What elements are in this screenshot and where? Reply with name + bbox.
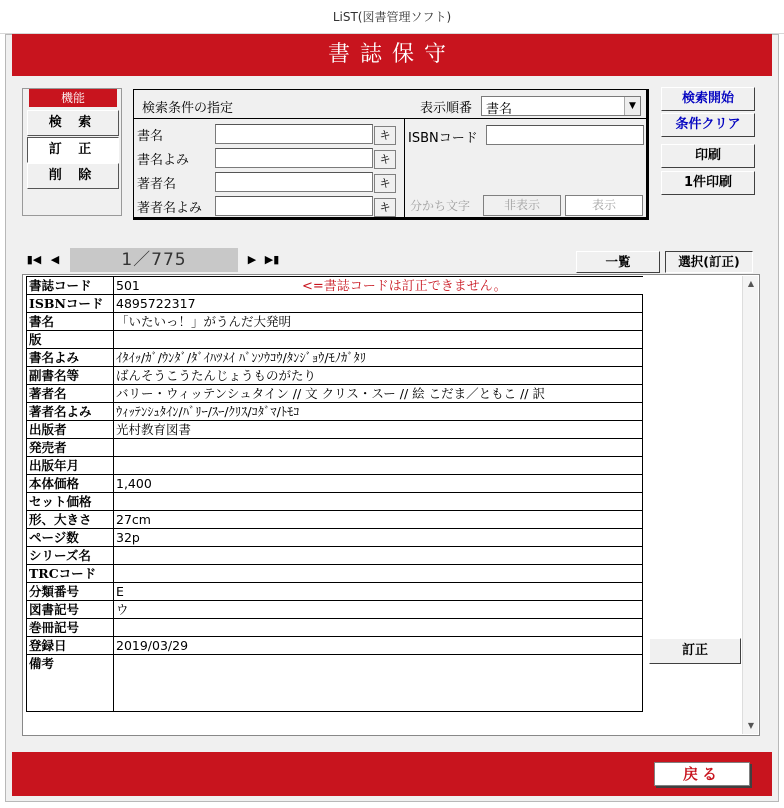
field-label: セット価格 — [27, 493, 114, 511]
field-label: 分類番号 — [27, 583, 114, 601]
table-row — [27, 601, 643, 619]
table-row — [27, 295, 643, 313]
first-record-icon[interactable]: ▮◀ — [26, 253, 42, 266]
title-search-input[interactable] — [215, 124, 373, 144]
field-label: 本体価格 — [27, 475, 114, 493]
field-label: 書誌コード — [27, 277, 114, 295]
previous-record-icon[interactable]: ◀ — [50, 253, 60, 266]
author-reading-search-input[interactable] — [215, 196, 373, 216]
scroll-down-icon[interactable]: ▼ — [747, 721, 755, 730]
table-row — [27, 457, 643, 475]
separator-label: 分かち文字 — [410, 199, 471, 213]
table-row — [27, 403, 643, 421]
author-field-label: 著者名 — [137, 177, 177, 192]
field-value[interactable]: E — [114, 583, 643, 601]
field-value[interactable]: ｳｨｯﾃﾝｼｭﾀｲﾝ/ﾊﾞﾘｰ/ｽｰ/ｸﾘｽ/ｺﾀﾞﾏ/ﾄﾓｺ — [114, 403, 643, 421]
hide-separator-button[interactable]: 非表示 — [483, 195, 561, 216]
code-not-editable-note: <=書誌コードは訂正できません。 — [302, 279, 507, 294]
field-value[interactable]: ｲﾀｲｯ/ｶﾞ/ｳﾝﾀﾞ/ﾀﾞｲﾊﾂﾒｲ ﾊﾞﾝｿｳｺｳ/ﾀﾝｼﾞｮｳ/ﾓﾉｶﾞﾀﾘ — [114, 349, 643, 367]
record-position: 1／775 — [70, 248, 238, 272]
field-value[interactable]: バリー・ウィッテンシュタイン // 文 クリス・スー // 絵 こだま／ともこ // 訳 — [114, 385, 643, 403]
field-value[interactable] — [114, 655, 643, 712]
table-row — [27, 349, 643, 367]
panel-divider-vertical — [404, 118, 405, 218]
show-separator-button[interactable]: 表示 — [565, 195, 643, 216]
field-label: 巻冊記号 — [27, 619, 114, 637]
field-value[interactable]: ウ — [114, 601, 643, 619]
field-label: 発売者 — [27, 439, 114, 457]
field-label: 図書記号 — [27, 601, 114, 619]
sort-order-label: 表示順番 — [420, 101, 473, 116]
author-reading-field-label: 著者名よみ — [137, 201, 203, 216]
edit-mode-button[interactable]: 訂 正 — [27, 137, 119, 163]
back-button[interactable]: 戻る — [654, 762, 750, 786]
field-label: 著者名よみ — [27, 403, 114, 421]
field-value[interactable] — [114, 331, 643, 349]
sort-order-select[interactable] — [481, 96, 641, 116]
search-conditions-heading: 検索条件の指定 — [142, 101, 234, 116]
field-value[interactable]: 1,400 — [114, 475, 643, 493]
table-row — [27, 493, 643, 511]
search-mode-button[interactable]: 検 索 — [27, 110, 119, 136]
vertical-scrollbar[interactable] — [742, 276, 758, 734]
field-value[interactable] — [114, 493, 643, 511]
field-value[interactable] — [114, 439, 643, 457]
field-label: 著者名 — [27, 385, 114, 403]
field-value[interactable]: 27cm — [114, 511, 643, 529]
field-value[interactable]: 「いたいっ！」がうんだ大発明 — [114, 313, 643, 331]
field-label: 形、大きさ — [27, 511, 114, 529]
table-row — [27, 439, 643, 457]
page-title: 書誌保守 — [12, 34, 772, 76]
chevron-down-icon[interactable]: ▼ — [624, 97, 640, 115]
field-value[interactable]: 32p — [114, 529, 643, 547]
clear-conditions-button[interactable]: 条件クリア — [661, 113, 755, 137]
record-table — [26, 276, 643, 712]
scroll-up-icon[interactable]: ▲ — [747, 279, 755, 288]
table-row — [27, 637, 643, 655]
function-panel-title: 機能 — [29, 89, 117, 107]
isbn-field-label: ISBNコード — [408, 131, 478, 146]
table-row — [27, 529, 643, 547]
table-row — [27, 655, 643, 712]
field-value[interactable]: 2019/03/29 — [114, 637, 643, 655]
field-value[interactable]: 光村教育図書 — [114, 421, 643, 439]
next-record-icon[interactable]: ▶ — [247, 253, 257, 266]
field-label: ISBNコード — [27, 295, 114, 313]
field-value[interactable] — [114, 547, 643, 565]
field-label: 登録日 — [27, 637, 114, 655]
field-label: 出版年月 — [27, 457, 114, 475]
table-row — [27, 511, 643, 529]
author-reading-kana-button[interactable]: キ — [374, 198, 396, 217]
field-value[interactable] — [114, 619, 643, 637]
print-button[interactable]: 印刷 — [661, 144, 755, 168]
table-row — [27, 331, 643, 349]
table-row — [27, 565, 643, 583]
field-value[interactable] — [114, 565, 643, 583]
field-label: 出版者 — [27, 421, 114, 439]
apply-edit-button[interactable]: 訂正 — [649, 638, 741, 664]
table-row — [27, 421, 643, 439]
table-row — [27, 385, 643, 403]
title-kana-button[interactable]: キ — [374, 126, 396, 145]
print-one-button[interactable]: 1件印刷 — [661, 171, 755, 195]
search-start-button[interactable]: 検索開始 — [661, 87, 755, 111]
field-label: 書名 — [27, 313, 114, 331]
title-reading-field-label: 書名よみ — [137, 153, 190, 168]
field-value[interactable]: ばんそうこうたんじょうものがたり — [114, 367, 643, 385]
field-label: シリーズ名 — [27, 547, 114, 565]
field-value: 501 — [114, 277, 643, 295]
title-field-label: 書名 — [137, 129, 164, 144]
isbn-search-input[interactable] — [486, 125, 644, 145]
field-label: 版 — [27, 331, 114, 349]
table-row — [27, 367, 643, 385]
table-row — [27, 583, 643, 601]
panel-divider — [134, 118, 648, 119]
delete-mode-button[interactable]: 削 除 — [27, 163, 119, 189]
field-label: 書名よみ — [27, 349, 114, 367]
field-value[interactable] — [114, 457, 643, 475]
table-row — [27, 313, 643, 331]
field-label: ページ数 — [27, 529, 114, 547]
field-label: 副書名等 — [27, 367, 114, 385]
author-search-input[interactable] — [215, 172, 373, 192]
tab-select-edit[interactable]: 選択(訂正) — [665, 251, 753, 273]
table-row — [27, 475, 643, 493]
title-reading-kana-button[interactable]: キ — [374, 150, 396, 169]
field-value[interactable]: 4895722317 — [114, 295, 643, 313]
sort-order-value: 書名 — [486, 102, 513, 117]
author-kana-button[interactable]: キ — [374, 174, 396, 193]
field-label: 備考 — [27, 655, 114, 712]
field-label: TRCコード — [27, 565, 114, 583]
table-row — [27, 619, 643, 637]
last-record-icon[interactable]: ▶▮ — [264, 253, 280, 266]
window-title: LiST(図書管理ソフト) — [0, 0, 784, 34]
table-row — [27, 547, 643, 565]
tab-list[interactable]: 一覧 — [576, 251, 660, 273]
title-reading-search-input[interactable] — [215, 148, 373, 168]
